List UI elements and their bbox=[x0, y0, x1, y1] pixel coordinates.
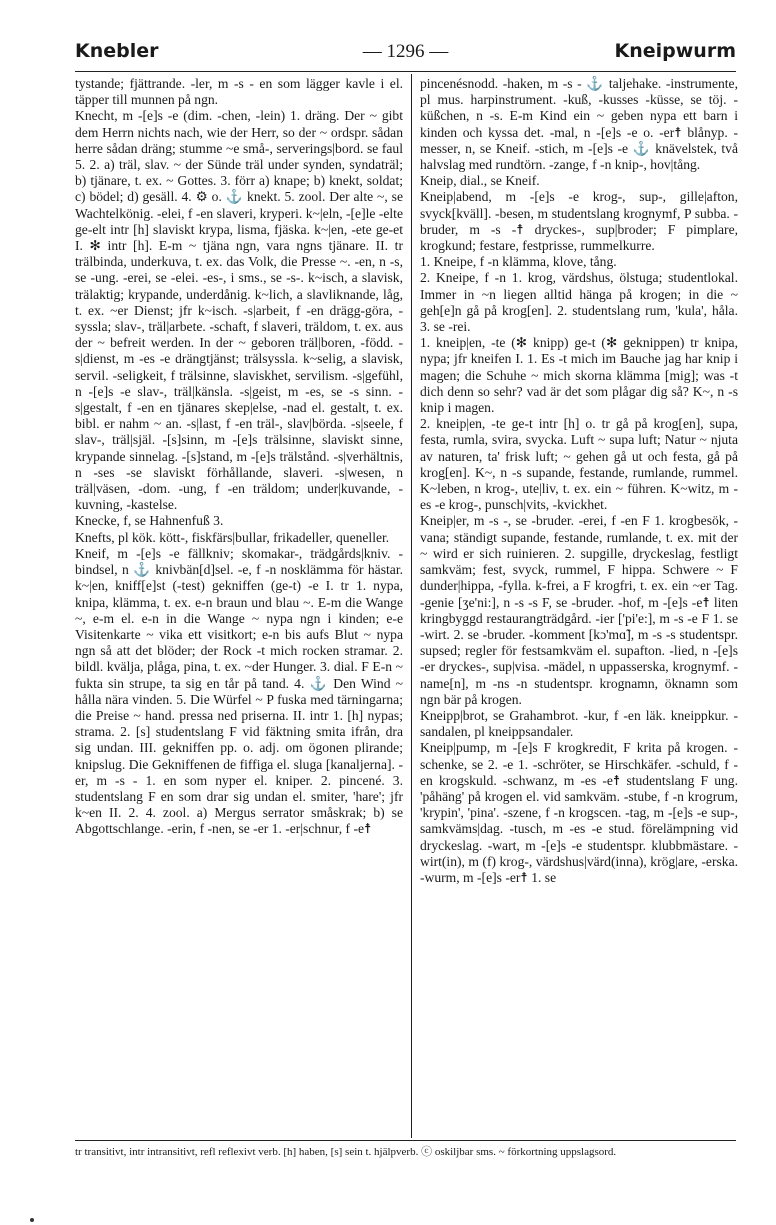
entry-paragraph: Kneip|abend, m -[e]s -e krog-, sup-, gille|afton, svyck[kväll]. -besen, m studentslang krognymf, P subba. -bruder, m -s -☨ dryckes-, sup|broder; F pimplare, krogkund; festare, festprisse, rummelkurre. bbox=[420, 189, 738, 254]
left-guideword: Knebler bbox=[75, 40, 159, 62]
entry-paragraph: 1. Kneipe, f -n klämma, klove, tång. bbox=[420, 254, 617, 270]
entry-paragraph: Kneipp|brot, se Grahambrot. -kur, f -en läk. kneippkur. -sandalen, pl kneippsandaler. bbox=[420, 707, 738, 740]
right-column bbox=[420, 76, 738, 1138]
right-guideword: Kneipwurm bbox=[614, 40, 736, 62]
footer-rule bbox=[75, 1140, 736, 1141]
entry-paragraph: Kneip|pump, m -[e]s F krogkredit, F krita på krogen. -schenke, se 2. -e 1. -schröter, se Hirschkäfer. -schuld, f -en krogskuld. -schwanz, m -es -e☨ studentslang F ung. 'påhäng' på krogen el. vid samkväm. -stube, f -n krogrum, 'krypin', 'pina'. -szene, f -n krogscen. -tag, m -[e]s -e sup-, samkväms|dag. -tusch, m -es -e stud. förelämpning vid dryckeslag. -wart, m -[e]s -e studentspr. klubbmästare. -wirt(in), m (f) krog-, värdshus|värd(inna), krög|are, -erska. -wurm, m -[e]s -er☨ 1. se bbox=[420, 740, 738, 885]
entry-paragraph: Knecke, f, se Hahnenfuß 3. bbox=[75, 513, 224, 529]
entry-paragraph: 1. kneip|en, -te (✻ knipp) ge-t (✻ geknippen) tr knipa, nypa; jfr kneifen I. 1. Es -t mich im Bauche jag har knip i magen; die Schuhe ~ mich skorna klämma [mig]; was -t dich denn so sehr? vad är det som plågar dig så? K~, n -s knip i magen. bbox=[420, 335, 738, 416]
header-rule bbox=[75, 71, 736, 72]
column-divider bbox=[411, 74, 412, 1138]
entry-paragraph: tystande; fjättrande. -ler, m -s - en som lägger kavle i el. täpper till munnen på ngn. bbox=[75, 76, 403, 108]
entry-paragraph: Kneip|er, m -s -, se -bruder. -erei, f -en F 1. krogbesök, -vana; ständigt supande, festande, rumlande, t. ex. mit der ~ wird er sich ruinieren. 2. supgille, dryckeslag, festligt samkväm; fest, svyck, rummel, F hippa. Schwere ~ F dunder|hippa, -fylla. k-frei, a F krogfri, t. ex. ein ~er Tag. -genie [ʒe'ni:], n -s -s F, se -bruder. -hof, m -[e]s -e☨ liten kringbyggd restaurangträdgård. -ier ['pi'e:], m -s -e F 1. se -wirt. 2. se -bruder. -komment [kɔ'mɑ̃], m -s -s studentspr. supsed; regler för festsamkväm el. supafton. -lied, n -[e]s -er dryckes-, sup|visa. -mädel, n uppasserska, krognymf. -name[n], m -ns -n studentspr. krognamn, öknamn som ngn bär på krogen. bbox=[420, 513, 738, 707]
entry-paragraph: Kneip, dial., se Kneif. bbox=[420, 173, 540, 189]
left-column bbox=[75, 76, 403, 1138]
entry-paragraph: Knecht, m -[e]s -e (dim. -chen, -lein) 1. dräng. Der ~ gibt dem Herrn nichts nach, wie der Herr, so der ~ ordspr. sådan herre sådan dräng; stumme ~e små-, serverings|bord. se faul 5. 2. a) träl, slav. ~ der Sünde träl under synden, syndaträl; b) tjänare, t. ex. ~ Gottes. 3. förr a) knape; b) knekt, soldat; c) bödel; d) gesäll. 4. ⚙ o. ⚓ knekt. 5. zool. Der alte ~, se Wachtelkönig. -elei, f -en slaveri, kryperi. k~|eln, -[e]le -elte ge-elt intr [h] slaviskt krypa, lisma, fjäska. k~|en, -ete ge-et I. ✻ intr [h]. E-m ~ tjäna ngn, vara ngns tjänare. II. tr trälbinda, underkuva, t. ex. das Volk, die Presse ~. -en, n -s, se -ung. -erei, se -elei. -es-, i sms., se -s-. k~isch, a slavisk, trälaktig; krypande, underdånig. k~lich, a slavliknande, låg, t. ex. ~er Dienst; jfr k~isch. -s|arbeit, f -en drägg-göra, -syssla; slav-, träl|arbete. -schaft, f slaveri, träldom, t. ex. aus der ~ befreit werden. In der ~ geboren träl|boren, -född. -s|dienst, m -es -e drängtjänst; trälsyssla. k~selig, a slavisk, servil. -seligkeit, f trälsinne, slaviskhet, servilism. -s|gefühl, n -[e]s -e slav-, träl|känsla. -s|geist, m -es, se -s sinn. -s|gestalt, f -en en tjänares skep|else, -nad el. gestalt, t. ex. bibl. er nahm ~ an. -s|last, f -en träl-, slav|börda. -s|seele, f slav-, träl|själ. -[s]sinn, m -[e]s trälsinne, slaviskt sinne, krypande sinnelag. -[s]stand, m -[e]s trälstånd. -s|verhältnis, n -ses -se slaviskt förhållande, slaveri. -s|wesen, n träl|väsen, -dom. -ung, f -en träldom; under|kuvande, -kuvning, -kastelse. bbox=[75, 108, 403, 513]
page-header bbox=[75, 40, 736, 70]
entry-paragraph: Kneif, m -[e]s -e fällkniv; skomakar-, trädgårds|kniv. -bindsel, n ⚓ knivbän[d]sel. -e, f -n nosklämma för hästar. k~|en, kniff[e]st (-test) gekniffen (ge-t) -e I. tr 1. nypa, knipa, klämma, t. ex. e-n braun und blau ~. E-m die Wange ~, e-m el. e-n in die Wange ~ nypa ngn i kinden; e-e Visitenkarte ~ vika ett visitkort; e-n bis aufs Blut ~ nypa ngn så att det blöder; der Rock -t mich rocken stramar. 2. bildl. kvälja, plåga, pina, t. ex. ~der Hunger. 3. dial. F E-n ~ fukta sin strupe, ta sig en tår på tand. 4. ⚓ Den Wind ~ hålla nära vinden. 5. Die Würfel ~ P fuska med tärningarna; die Preise ~ hand. pressa ned priserna. II. intr 1. [h] nypas; strama. 2. [s] studentslang F vid fäktning smita ifrån, dra sig undan. III. gekniffen pp. o. adj. om ögonen plirande; knipslug. Die Gekniffenen de fiffiga el. sluga [kanaljerna]. -er, m -s - 1. en som nyper el. kniper. 2. pincené. 3. studentslang F en som drar sig undan el. smiter, 'hare'; jfr k~en II. 2. 4. zool. a) Mergus serrator småskrak; b) se Abgottschlange. -erin, f -nen, se -er 1. -er|schnur, f -e☨ bbox=[75, 545, 403, 837]
abbreviation-footer: tr transitivt, intr intransitivt, refl reflexivt verb. [h] haben, [s] sein t. hjälpverb. ⓒ oskiljbar sms. ~ förkortning uppslagsord. bbox=[75, 1146, 617, 1158]
entry-paragraph: pincenésnodd. -haken, m -s - ⚓ taljehake. -instrumente, pl mus. harpinstrument. -kuß, -kusses -küsse, se töj. -küßchen, n -s. E-m Kind ein ~ geben nypa ett barn i kinden och kyssa det. -mal, n -[e]s -e o. -er☨ blånyp. -messer, n, se Kneif. -stich, m -[e]s -e ⚓ knävelstek, två halvslag med rundtörn. -zange, f -n knip-, hov|tång. bbox=[420, 76, 738, 173]
page-number: — 1296 — bbox=[362, 41, 449, 62]
margin-dot bbox=[30, 1218, 34, 1222]
entry-paragraph: Knefts, pl kök. kött-, fiskfärs|bullar, frikadeller, queneller. bbox=[75, 529, 390, 545]
entry-paragraph: 2. Kneipe, f -n 1. krog, värdshus, ölstuga; studentlokal. Immer in ~n liegen alltid hänga på krogen; in die ~ geh[e]n gå på krog[en]. 2. studentslang rum, 'kula', håla. 3. se -rei. bbox=[420, 270, 738, 335]
entry-paragraph: 2. kneip|en, -te ge-t intr [h] o. tr gå på krog[en], supa, festa, rumla, svira, svycka. Luft ~ supa luft; Natur ~ njuta av naturen, ta' frisk luft; ~ gehen gå ut och festa, gå på krog[en]. K~, n -s supande, festande, rumlande, rummel. K~leben, n krog-, ute|liv, t. ex. ein ~ führen. K~witz, m -es -e krog-, punsch|vits, -kvickhet. bbox=[420, 416, 738, 513]
